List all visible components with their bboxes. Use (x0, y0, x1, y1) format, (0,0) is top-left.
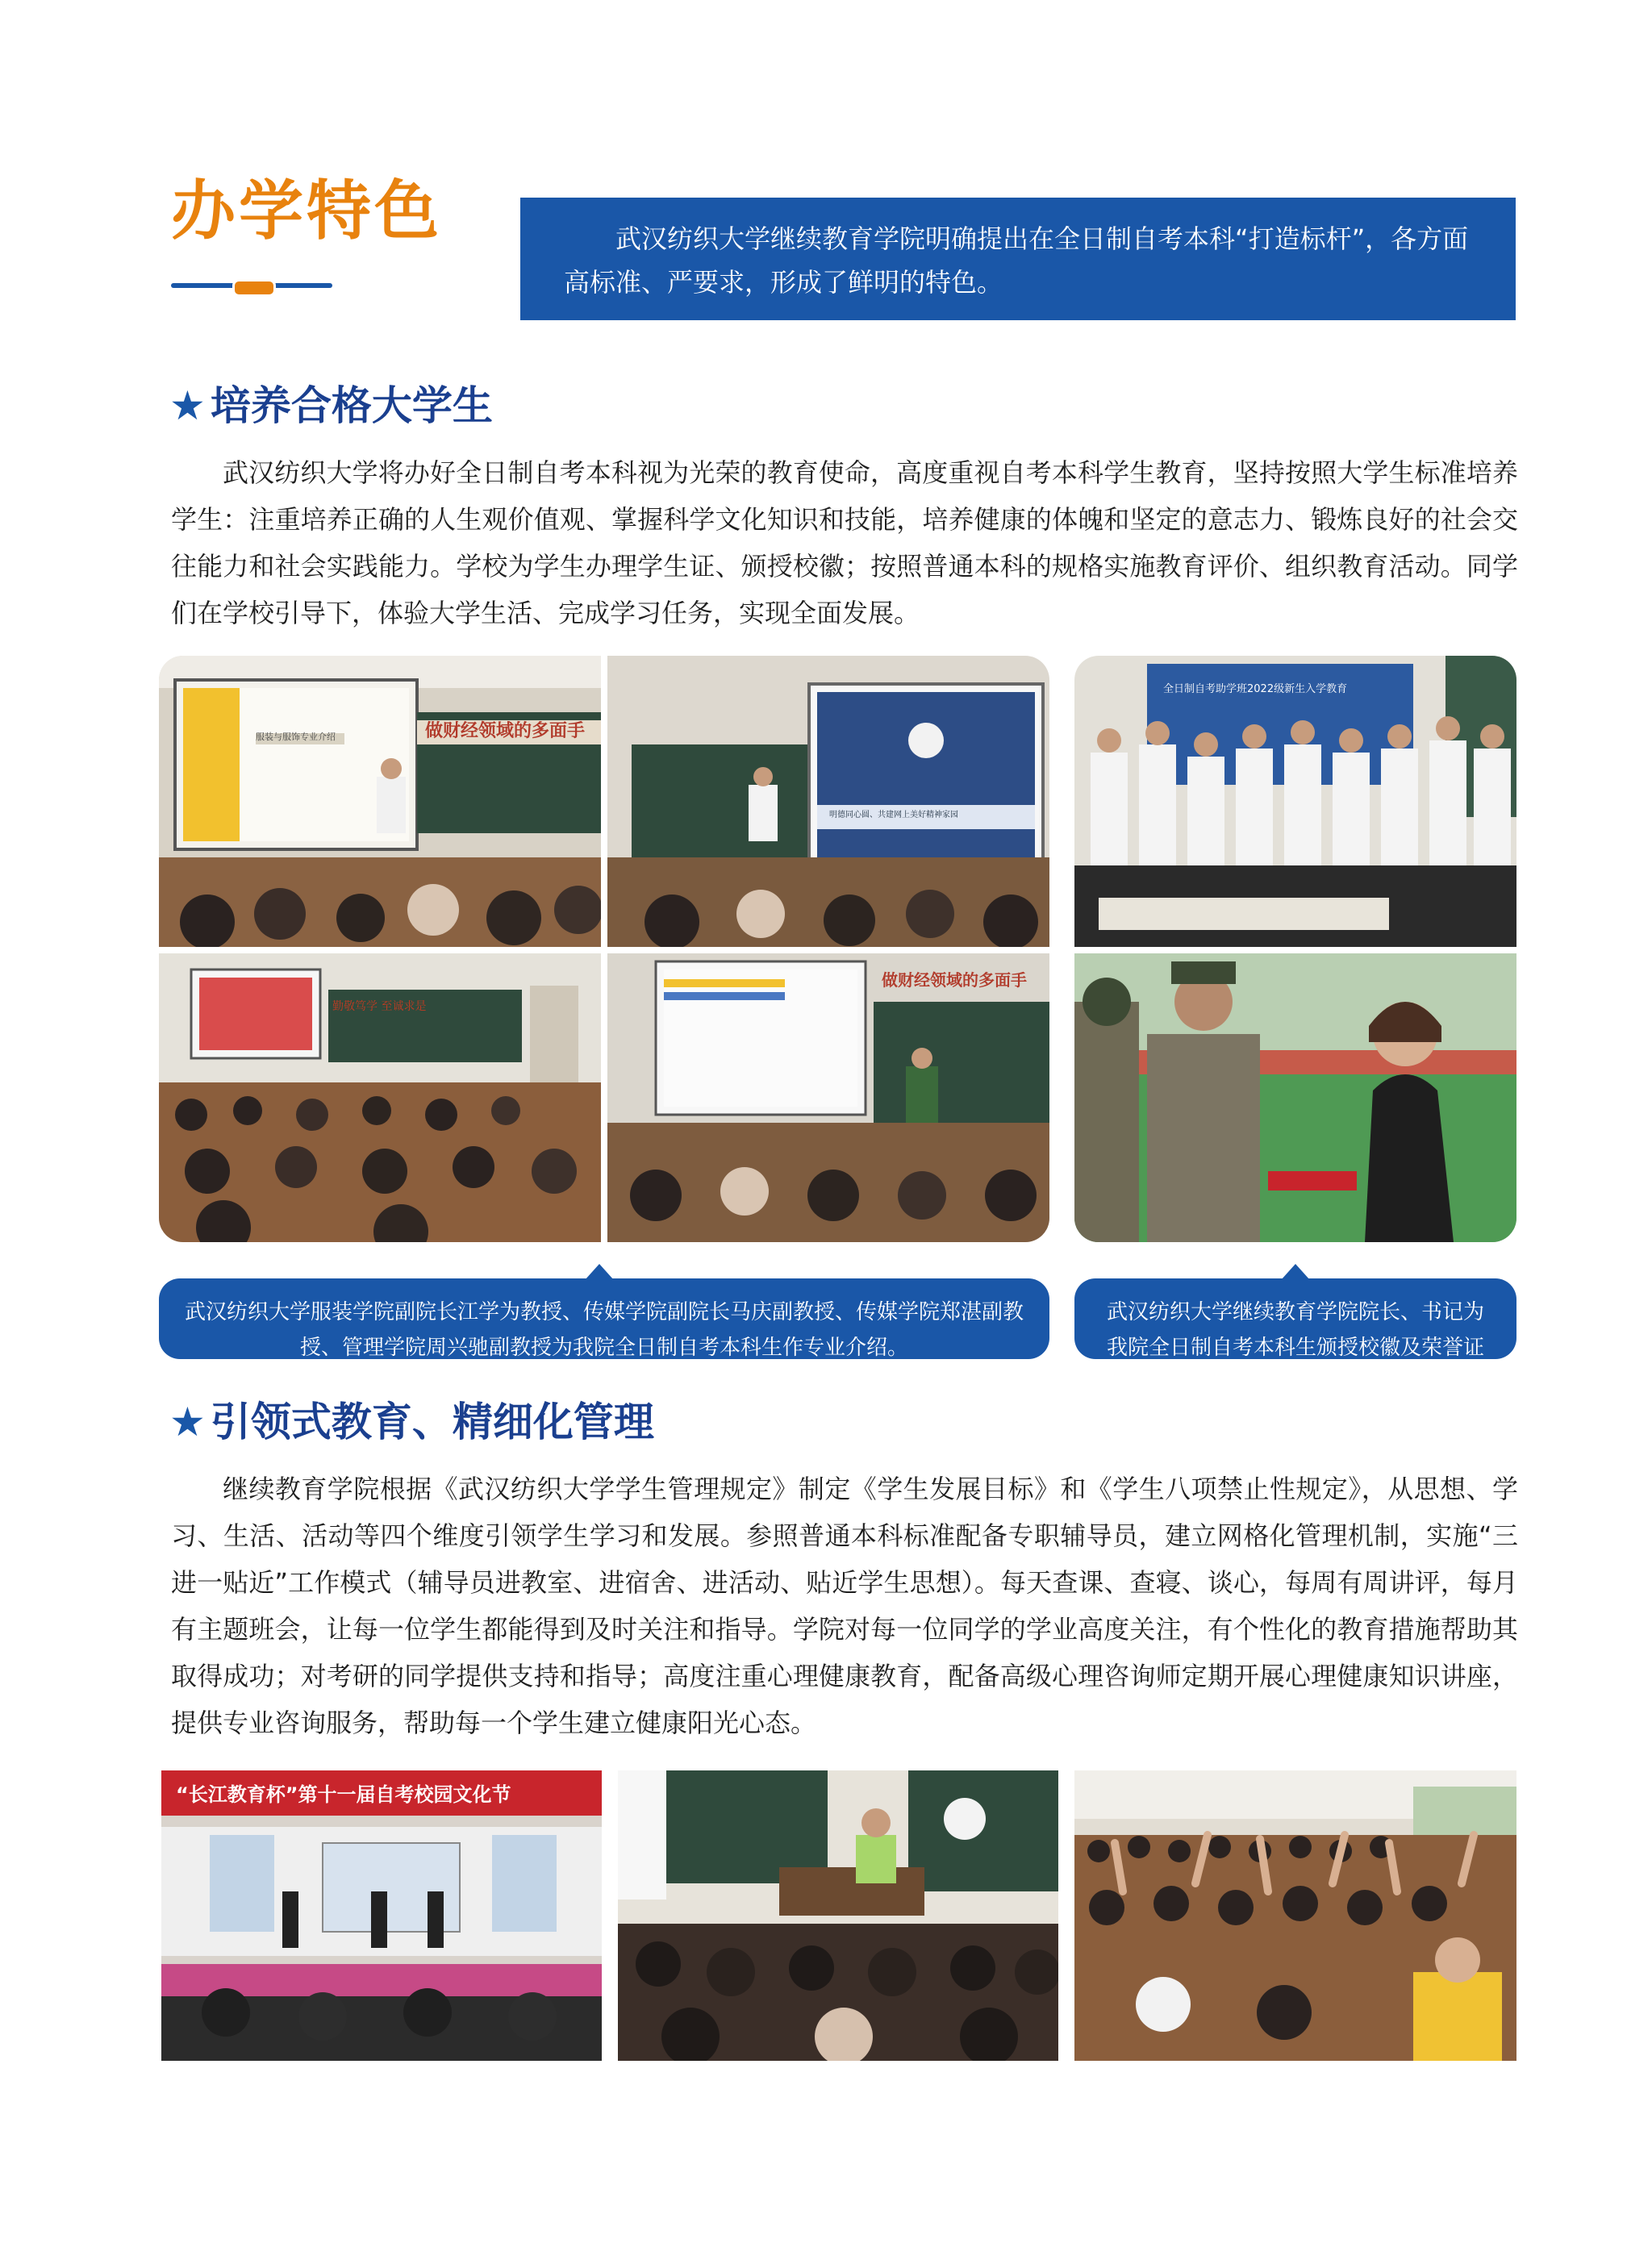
photo-group-ceremony (1074, 656, 1516, 947)
photo-culture-festival (161, 1770, 602, 2061)
wall-banner-text-2: 做财经领域的多面手 (882, 970, 1027, 990)
section-2-title: 引领式教育、精细化管理 (210, 1399, 654, 1445)
caption-left (159, 1278, 1049, 1359)
title-underline-decoration (171, 279, 332, 290)
caption-right-text: 武汉纺织大学继续教育学院院长、书记为我院全日制自考本科生颁授校徽及荣誉证书。 (1106, 1300, 1484, 1395)
slide-title-text: 服装与服饰专业介绍 (256, 732, 336, 742)
caption-right (1074, 1278, 1516, 1395)
section-2-body: 继续教育学院根据《武汉纺织大学学生管理规定》制定《学生发展目标》和《学生八项禁止性规定》，从思想、学习、生活、活动等四个维度引领学生学习和发展。参照普通本科标准配备专职辅导员，建立网格化管理机制，实施“三进一贴近”工作模式（辅导员进教室、进宿舍、进活动、贴近学生思想）。每天查课、查寝、谈心，每周有周讲评，每月有主题班会，让每一位学生都能得到及时关注和指导。学院对每一位同学的学业高度关注，有个性化的教育措施帮助其取得成功；对考研的同学提供支持和指导；高度注重心理健康教育，配备高级心理咨询师定期开展心理健康知识讲座，提供专业咨询服务，帮助每一个学生建立健康阳光心态。 (171, 1474, 1518, 1738)
section-1-title: 培养合格大学生 (210, 382, 493, 429)
photo-lecture-4 (607, 953, 1049, 1242)
caption-left-text: 武汉纺织大学服装学院副院长江学为教授、传媒学院副院长马庆副教授、传媒学院郑湛副教授、管理学院周兴驰副教授为我院全日制自考本科生作专业介绍。 (184, 1300, 1024, 1360)
photo-badge-award (1074, 953, 1516, 1242)
section-1-body: 武汉纺织大学将办好全日制自考本科视为光荣的教育使命，高度重视自考本科学生教育，坚持按照大学生标准培养学生：注重培养正确的人生观价值观、掌握科学文化知识和技能，培养健康的体魄和坚定的意志力、锻炼良好的社会交往能力和社会实践能力。学校为学生办理学生证、颁授校徽；按照普通本科的规格实施教育评价、组织教育活动。同学们在学校引导下，体验大学生活、完成学习任务，实现全面发展。 (171, 457, 1518, 628)
photo-lecture-1 (159, 656, 601, 947)
photo-lecture-2 (607, 656, 1049, 947)
page-title: 办学特色 (171, 173, 442, 248)
star-icon: ★ (169, 1399, 206, 1445)
wall-motto-text: 勤敬笃学 至诚求是 (332, 1000, 427, 1013)
photo-row-bottom (161, 1770, 1516, 2061)
backdrop-title-text: 全日制自考助学班2022级新生入学教育 (1163, 683, 1348, 695)
slide-title-text-2: 明德同心圆、共建网上美好精神家园 (829, 811, 958, 819)
section-2-heading (169, 1399, 654, 1445)
photo-hands-raised (1074, 1770, 1516, 2061)
section-1-heading (169, 382, 493, 429)
festival-banner-text: “长江教育杯”第十一届自考校园文化节 (176, 1783, 511, 1806)
intro-box (520, 198, 1516, 320)
intro-text: 武汉纺织大学继续教育学院明确提出在全日制自考本科“打造标杆”，各方面高标准、严要求，形成了鲜明的特色。 (564, 223, 1469, 298)
photo-grid-right (1074, 656, 1516, 1242)
wall-banner-text: 做财经领域的多面手 (425, 721, 586, 741)
star-icon: ★ (169, 382, 206, 429)
photo-psych-lecture (618, 1770, 1058, 2061)
photo-lecture-3 (159, 953, 601, 1242)
photo-grid-left (159, 656, 1049, 1242)
